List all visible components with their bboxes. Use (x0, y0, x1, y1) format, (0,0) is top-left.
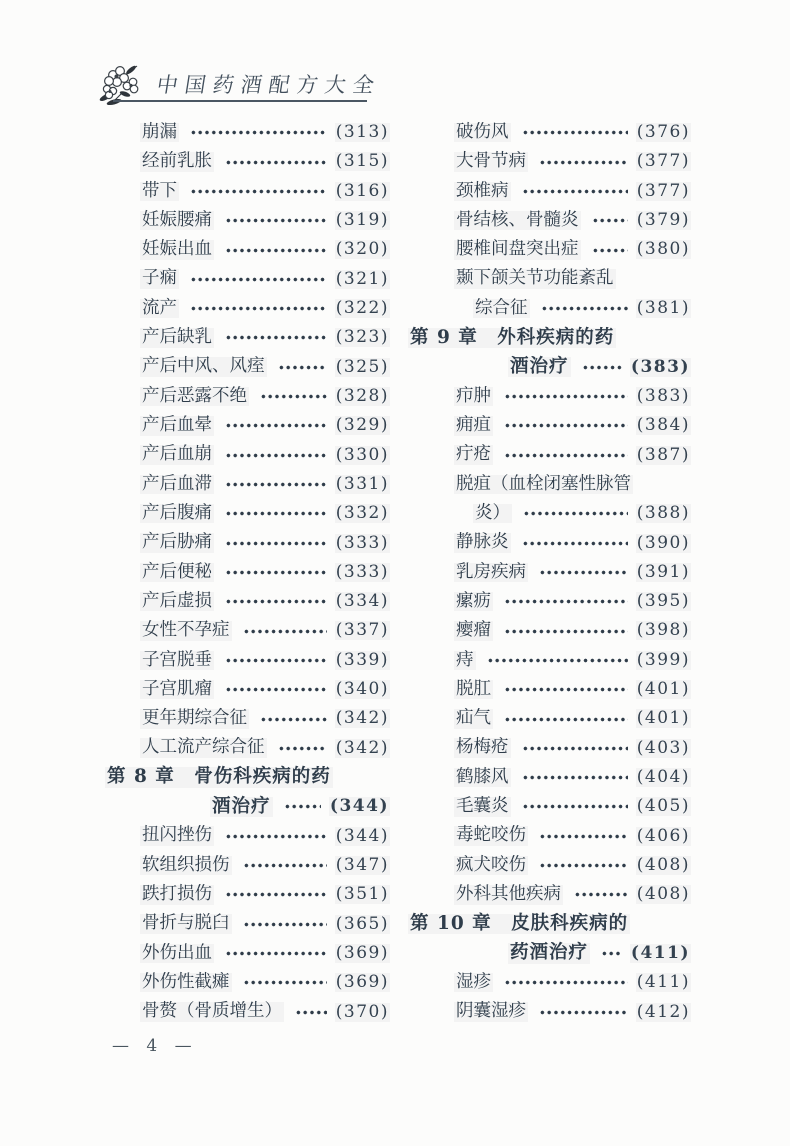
toc-entry-title: 外科其他疾病 (456, 884, 561, 905)
toc-page-number: (411) (630, 942, 690, 963)
toc-page-number: (405) (636, 796, 690, 817)
toc-entry (105, 265, 390, 294)
dotted-leader (504, 382, 628, 411)
dotted-leader (225, 147, 327, 176)
toc-entry-title: 产后血滞 (142, 473, 212, 494)
toc-entry (105, 177, 390, 206)
toc-chapter-heading (105, 792, 390, 821)
toc-entry-title: 瘰疬 (456, 590, 491, 611)
toc-page-number: (333) (335, 561, 389, 582)
toc-column-left (105, 118, 390, 1027)
toc-page-number: (383) (630, 356, 690, 377)
toc-entry-title: 颞下颌关节功能紊乱 (456, 268, 614, 289)
toc-page-number: (365) (335, 913, 389, 934)
toc-entry-title: 骨结核、骨髓炎 (456, 209, 579, 230)
dotted-leader (592, 206, 628, 235)
toc-page-number: (313) (335, 122, 389, 143)
dotted-leader (504, 587, 628, 616)
toc-page-number: (332) (335, 503, 389, 524)
dotted-leader (504, 616, 628, 645)
toc-page-number: (387) (636, 444, 690, 465)
toc-entry (408, 382, 691, 411)
toc-entry (105, 206, 390, 235)
toc-page-number: (391) (636, 561, 690, 582)
dotted-leader (504, 704, 628, 733)
dotted-leader (243, 909, 327, 938)
toc-entry (105, 616, 390, 645)
toc-entry-title: 崩漏 (142, 121, 177, 142)
toc-page-number: (342) (335, 737, 389, 758)
toc-page-number: (403) (636, 737, 690, 758)
toc-entry (105, 235, 390, 264)
toc-page-number: (395) (636, 591, 690, 612)
toc-entry (105, 997, 390, 1026)
toc-entry (408, 880, 691, 909)
toc-page-number: (369) (335, 942, 389, 963)
toc-page-number: (384) (636, 415, 690, 436)
toc-page-number: (411) (636, 972, 690, 993)
toc-page-number: (369) (335, 972, 389, 993)
toc-page-number: (390) (636, 532, 690, 553)
toc-entry-title: 带下 (142, 180, 177, 201)
dotted-leader (225, 880, 327, 909)
dotted-leader (225, 323, 327, 352)
toc-entry-title: 骨赘（骨质增生） (142, 1001, 282, 1022)
toc-entry (408, 704, 691, 733)
toc-entry-title: 痔 (456, 649, 474, 670)
toc-entry-title: 更年期综合征 (142, 708, 247, 729)
dotted-leader (225, 235, 327, 264)
toc-entry-title: 产后血晕 (142, 415, 212, 436)
toc-page-number: (380) (636, 239, 690, 260)
toc-entry-title: 扭闪挫伤 (142, 825, 212, 846)
dotted-leader (225, 646, 327, 675)
toc-page-number: (331) (335, 473, 389, 494)
toc-entry-title: 外伤性截瘫 (142, 971, 230, 992)
dotted-leader (225, 470, 327, 499)
toc-page-number: (342) (335, 708, 389, 729)
toc-entry (408, 177, 691, 206)
toc-entry-title: 跌打损伤 (142, 884, 212, 905)
toc-page-number: (376) (636, 122, 690, 143)
dotted-leader (582, 353, 622, 382)
dotted-leader (539, 147, 628, 176)
book-title: 中国药酒配方大全 (154, 73, 383, 97)
toc-entry-title: 第 9 章 外科疾病的药 (410, 326, 615, 348)
toc-entry-title: 妊娠出血 (142, 239, 212, 260)
dotted-leader (539, 997, 628, 1026)
toc-entry-title: 药酒治疗 (510, 942, 589, 964)
dotted-leader (295, 997, 327, 1026)
toc-entry (408, 147, 691, 176)
dotted-leader (539, 558, 628, 587)
dotted-leader (592, 235, 628, 264)
toc-entry-title: 子宫肌瘤 (142, 678, 212, 699)
toc-page-number: (323) (335, 327, 389, 348)
toc-entry (105, 528, 390, 557)
toc-chapter-heading (408, 323, 691, 352)
toc-page-number: (408) (636, 884, 690, 905)
toc-entry (105, 440, 390, 469)
toc-entry-title: 毛囊炎 (456, 796, 509, 817)
toc-entry-title: 杨梅疮 (456, 737, 509, 758)
toc-entry (408, 235, 691, 264)
dotted-leader (260, 704, 327, 733)
toc-entry (408, 470, 691, 499)
toc-page-number: (408) (636, 854, 690, 875)
toc-page-number: (388) (636, 503, 690, 524)
toc-entry (408, 558, 691, 587)
toc-entry-title: 第 10 章 皮肤科疾病的 (410, 912, 629, 934)
toc-entry-title: 疖肿 (456, 385, 491, 406)
toc-entry-title: 毒蛇咬伤 (456, 825, 526, 846)
toc-entry-title: 酒治疗 (510, 355, 569, 377)
dotted-leader (504, 440, 628, 469)
toc-entry-title: 破伤风 (456, 121, 509, 142)
toc-page-number: (399) (636, 649, 690, 670)
toc-page-number: (316) (335, 180, 389, 201)
toc-page-number: (379) (636, 210, 690, 231)
toc-entry (105, 851, 390, 880)
toc-page-number: (329) (335, 415, 389, 436)
toc-entry-title: 产后缺乳 (142, 327, 212, 348)
toc-entry (105, 499, 390, 528)
toc-entry (105, 909, 390, 938)
dotted-leader (522, 118, 628, 147)
toc-entry-title: 产后中风、风痓 (142, 356, 265, 377)
toc-page-number: (404) (636, 767, 690, 788)
toc-entry-title: 产后便秘 (142, 561, 212, 582)
dotted-leader (243, 968, 327, 997)
dotted-leader (284, 792, 321, 821)
toc-page-number: (339) (335, 649, 389, 670)
dotted-leader (574, 880, 628, 909)
toc-page-number: (325) (335, 356, 389, 377)
dotted-leader (190, 294, 327, 323)
header-rule (113, 100, 367, 102)
toc-entry-title: 骨折与脱臼 (142, 913, 230, 934)
page-number-footer: — 4 — (112, 1036, 198, 1056)
dotted-leader (278, 353, 327, 382)
toc-entry-title: 乳房疾病 (456, 561, 526, 582)
dotted-leader (601, 939, 622, 968)
dotted-leader (190, 118, 327, 147)
dotted-leader (225, 822, 327, 851)
toc-entry-title: 子痫 (142, 268, 177, 289)
toc-page-number: (370) (335, 1001, 389, 1022)
toc-page-number: (321) (335, 268, 389, 289)
toc-entry (105, 704, 390, 733)
toc-page-number: (412) (636, 1001, 690, 1022)
toc-page-number: (330) (335, 444, 389, 465)
toc-entry (408, 646, 691, 675)
dotted-leader (539, 851, 628, 880)
toc-entry-title: 软组织损伤 (142, 854, 230, 875)
toc-entry-title: 瘿瘤 (456, 620, 491, 641)
dotted-leader (522, 528, 628, 557)
toc-entry (105, 147, 390, 176)
toc-entry (408, 792, 691, 821)
toc-entry-title: 湿疹 (456, 971, 491, 992)
toc-entry-title: 颈椎病 (456, 180, 509, 201)
toc-page-number: (381) (636, 298, 690, 319)
toc-entry-title: 妊娠腰痛 (142, 209, 212, 230)
toc-entry (105, 675, 390, 704)
toc-page-number: (398) (636, 620, 690, 641)
toc-entry-title: 产后虚损 (142, 590, 212, 611)
toc-page-number: (383) (636, 385, 690, 406)
toc-entry (105, 294, 390, 323)
toc-entry-title: 流产 (142, 297, 177, 318)
dotted-leader (260, 382, 327, 411)
toc-entry (408, 851, 691, 880)
toc-entry (408, 763, 691, 792)
toc-page-number: (320) (335, 239, 389, 260)
toc-entry (105, 411, 390, 440)
toc-page-number: (333) (335, 532, 389, 553)
dotted-leader (225, 939, 327, 968)
dotted-leader (225, 440, 327, 469)
toc-entry (105, 353, 390, 382)
dotted-leader (522, 734, 628, 763)
toc-entry (408, 822, 691, 851)
toc-page-number: (337) (335, 620, 389, 641)
toc-entry (105, 118, 390, 147)
toc-page-number: (406) (636, 825, 690, 846)
toc-entry (408, 734, 691, 763)
toc-entry-title: 痈疽 (456, 415, 491, 436)
toc-entry (105, 558, 390, 587)
toc-entry (105, 734, 390, 763)
dotted-leader (523, 499, 628, 528)
toc-page-number: (315) (335, 151, 389, 172)
toc-entry (105, 880, 390, 909)
dotted-leader (504, 675, 628, 704)
toc-page-number: (377) (636, 180, 690, 201)
dotted-leader (225, 528, 327, 557)
toc-entry (408, 675, 691, 704)
toc-entry-title: 脱疽（血栓闭塞性脉管 (456, 473, 631, 494)
toc-entry (105, 939, 390, 968)
toc-entry-title: 第 8 章 骨伤科疾病的药 (107, 766, 331, 788)
toc-column-right (408, 118, 691, 1027)
toc-entry-title: 产后腹痛 (142, 502, 212, 523)
dotted-leader (243, 851, 327, 880)
dotted-leader (225, 206, 327, 235)
toc-entry-title: 炎） (475, 502, 510, 523)
toc-page-number: (322) (335, 298, 389, 319)
dotted-leader (225, 499, 327, 528)
toc-entry (408, 294, 691, 323)
toc-entry-title: 大骨节病 (456, 151, 526, 172)
toc-entry-title: 疝气 (456, 708, 491, 729)
toc-entry-title: 女性不孕症 (142, 620, 230, 641)
toc-entry (408, 528, 691, 557)
toc-entry (408, 616, 691, 645)
toc-entry (105, 382, 390, 411)
toc-entry (408, 440, 691, 469)
toc-page-number: (377) (636, 151, 690, 172)
toc-page-number: (340) (335, 679, 389, 700)
toc-entry-title: 人工流产综合征 (142, 737, 265, 758)
toc-entry (105, 323, 390, 352)
toc-entry (105, 470, 390, 499)
toc-entry-title: 产后血崩 (142, 444, 212, 465)
dotted-leader (243, 616, 327, 645)
toc-chapter-heading (105, 763, 390, 792)
toc-page-number: (328) (335, 385, 389, 406)
toc-entry-title: 阴囊湿疹 (456, 1001, 526, 1022)
toc-page-number: (347) (335, 854, 389, 875)
dotted-leader (487, 646, 628, 675)
toc-chapter-heading (408, 909, 691, 938)
toc-chapter-heading (408, 939, 691, 968)
toc-entry (408, 968, 691, 997)
toc-entry (408, 587, 691, 616)
dotted-leader (522, 763, 628, 792)
toc-entry-title: 鹤膝风 (456, 766, 509, 787)
toc-entry (105, 587, 390, 616)
toc-entry (105, 822, 390, 851)
dotted-leader (522, 792, 628, 821)
toc-entry-title: 产后胁痛 (142, 532, 212, 553)
toc-entry-title: 外伤出血 (142, 942, 212, 963)
toc-entry-title: 子宫脱垂 (142, 649, 212, 670)
toc-page-number: (319) (335, 210, 389, 231)
toc-entry (408, 997, 691, 1026)
toc-page-number: (351) (335, 884, 389, 905)
dotted-leader (539, 822, 628, 851)
toc-entry (105, 968, 390, 997)
toc-entry-title: 酒治疗 (212, 795, 271, 817)
toc-entry-title: 经前乳胀 (142, 151, 212, 172)
dotted-leader (225, 675, 327, 704)
dotted-leader (190, 177, 327, 206)
toc-entry-title: 疯犬咬伤 (456, 854, 526, 875)
toc-entry (408, 411, 691, 440)
dotted-leader (190, 265, 327, 294)
dotted-leader (522, 177, 628, 206)
toc-entry-title: 疔疮 (456, 444, 491, 465)
toc-page-number: (401) (636, 679, 690, 700)
toc-entry-title: 综合征 (475, 297, 528, 318)
toc-entry (408, 118, 691, 147)
dotted-leader (504, 411, 628, 440)
toc-entry (408, 265, 691, 294)
toc-entry-title: 脱肛 (456, 678, 491, 699)
dotted-leader (504, 968, 628, 997)
dotted-leader (541, 294, 628, 323)
toc-entry (105, 646, 390, 675)
dotted-leader (225, 558, 327, 587)
toc-page-number: (344) (335, 825, 389, 846)
toc-entry-title: 产后恶露不绝 (142, 385, 247, 406)
dotted-leader (278, 734, 327, 763)
toc-entry-title: 腰椎间盘突出症 (456, 239, 579, 260)
toc-entry (408, 499, 691, 528)
toc-page-number: (401) (636, 708, 690, 729)
toc-entry-title: 静脉炎 (456, 532, 509, 553)
toc-page-number: (344) (329, 796, 389, 817)
toc-page-number: (334) (335, 591, 389, 612)
dotted-leader (225, 411, 327, 440)
dotted-leader (225, 587, 327, 616)
toc-chapter-heading (408, 353, 691, 382)
page-header (0, 0, 790, 118)
toc-entry (408, 206, 691, 235)
